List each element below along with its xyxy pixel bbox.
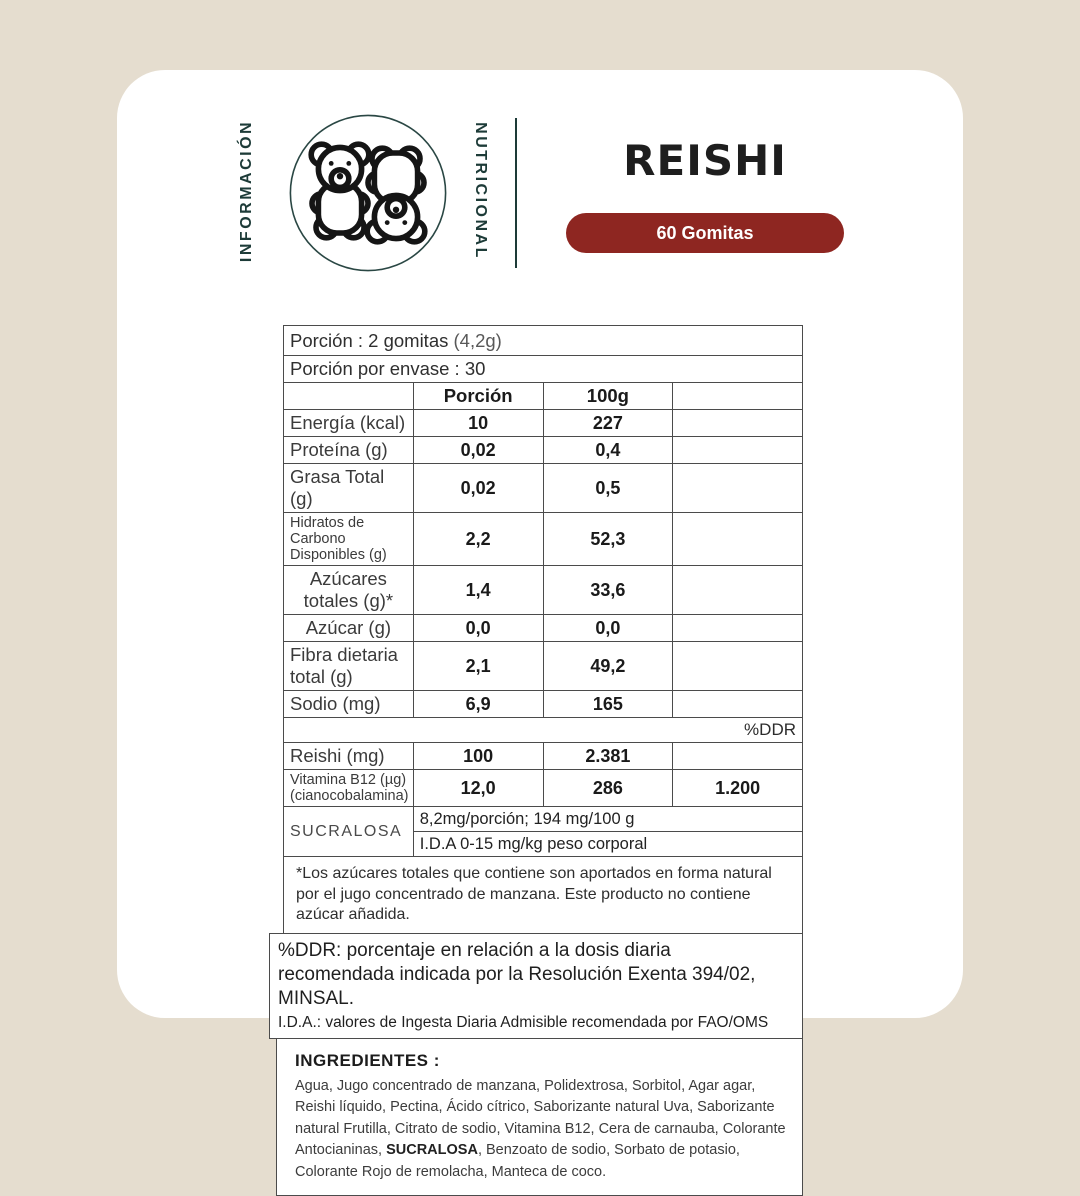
nutrient-porcion: 6,9 [413,691,543,718]
ingredients-text: , Benzoato de sodio, Sorbato de potasio, Colorante Rojo de remolacha, Manteca de coco. [295,1142,740,1180]
ingredients-title: INGREDIENTES : [295,1051,788,1071]
supplement-porcion: 100 [413,743,543,770]
sugar-footnote: *Los azúcares totales que contiene son aportados en forma natural por el jugo concentrado de manzana. Este producto no contiene azúcar añadida. [283,856,803,934]
table-row [284,566,803,615]
nutrient-label: Azúcares totales (g)* [284,566,414,615]
nutrient-100g: 33,6 [543,566,673,615]
nutrient-porcion: 0,02 [413,464,543,513]
supplement-label: Vitamina B12 (µg) (cianocobalamina) [284,770,414,807]
table-row [284,770,803,807]
ddr-footnote: %DDR: porcentaje en relación a la dosis diaria recomendada indicada por la Resolución Exenta 394/02, MINSAL. [278,939,792,1011]
nutrient-label: Proteína (g) [284,437,414,464]
nutrient-label: Sodio (mg) [284,691,414,718]
column-header-100g: 100g [543,383,673,410]
nutrient-100g: 0,0 [543,615,673,642]
sucralosa-ida: I.D.A 0-15 mg/kg peso corporal [413,832,802,857]
vertical-text-informacion: INFORMACIÓN [238,106,256,276]
ingredients-sucralosa: SUCRALOSA [386,1142,478,1158]
serving-size-label: Porción : 2 gomitas [290,330,448,351]
sucralosa-label: SUCRALOSA [284,807,414,857]
supplement-ddr [673,743,803,770]
table-row [284,691,803,718]
nutrient-100g: 227 [543,410,673,437]
nutrient-100g: 0,5 [543,464,673,513]
ddr-header: %DDR [284,718,803,743]
table-row [284,437,803,464]
vertical-text-nutricional: NUTRICIONAL [471,106,489,276]
supplement-label: Reishi (mg) [284,743,414,770]
ida-footnote: I.D.A.: valores de Ingesta Diaria Admisible recomendada por FAO/OMS [278,1014,792,1032]
table-row [284,410,803,437]
gummies-count-label: 60 Gomitas [656,223,753,244]
nutrient-porcion: 2,2 [413,513,543,566]
product-title: REISHI [566,136,844,185]
table-row [284,743,803,770]
nutrient-porcion: 0,0 [413,615,543,642]
ingredients-list [295,1076,788,1184]
table-row [284,642,803,691]
nutrient-porcion: 2,1 [413,642,543,691]
table-row [284,513,803,566]
ingredients-box [276,1038,803,1196]
nutrient-100g: 0,4 [543,437,673,464]
ddr-header-row [284,718,803,743]
nutrient-label: Fibra dietaria total (g) [284,642,414,691]
serving-size-row [284,326,803,356]
supplement-100g: 2.381 [543,743,673,770]
sucralosa-row [284,807,803,832]
label-card [117,70,963,1018]
nutrient-porcion: 0,02 [413,437,543,464]
serving-size-weight: (4,2g) [454,330,502,351]
ddr-footnote-box [269,933,803,1039]
header-divider [515,118,517,268]
servings-per-container: Porción por envase : 30 [284,356,803,383]
servings-per-container-row [284,356,803,383]
supplement-porcion: 12,0 [413,770,543,807]
sucralosa-dose: 8,2mg/porción; 194 mg/100 g [413,807,802,832]
table-row [284,615,803,642]
gummy-bears-icon [288,113,448,273]
column-header-porcion: Porción [413,383,543,410]
nutrient-label: Azúcar (g) [284,615,414,642]
supplement-ddr: 1.200 [673,770,803,807]
supplement-100g: 286 [543,770,673,807]
ingredients-text: Agua, Jugo concentrado de manzana, Polidextrosa, Sorbitol, Agar agar, Reishi líquido, Pectina, Ácido cítrico, Saborizante natural Uva, Saborizante natural Frutilla, Citrato de sodio, Vitamina B12, Cera de carnauba, Colorante Antocianinas, [295,1078,786,1159]
nutrient-100g: 49,2 [543,642,673,691]
table-row [284,464,803,513]
nutrient-label: Energía (kcal) [284,410,414,437]
column-header-row [284,383,803,410]
nutrient-100g: 52,3 [543,513,673,566]
nutrition-table [283,325,803,857]
nutrient-label: Grasa Total (g) [284,464,414,513]
nutrient-label: Hidratos de Carbono Disponibles (g) [284,513,414,566]
nutrition-facts [283,325,803,1196]
gummies-count-badge [566,213,844,253]
nutrient-porcion: 10 [413,410,543,437]
nutrient-porcion: 1,4 [413,566,543,615]
nutrient-100g: 165 [543,691,673,718]
